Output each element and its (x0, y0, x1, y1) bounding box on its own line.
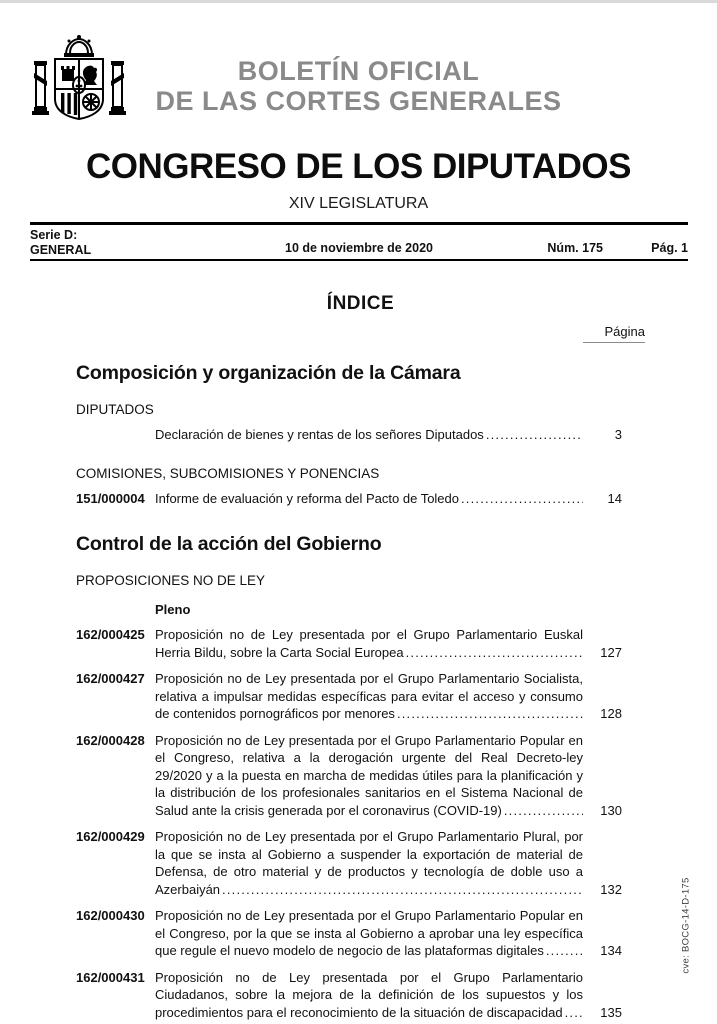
group-label: COMISIONES, SUBCOMISIONES Y PONENCIAS (76, 465, 380, 481)
entry-number: 151/000004 (76, 490, 145, 506)
issue-number: Núm. 175 (547, 241, 603, 255)
entry-text: Proposición no de Ley presentada por el Grupo Parlamentario Socialista, relativa a impulsar medidas específicas para evitar el acceso y consumo de contenidos pornográficos por menores (155, 671, 583, 721)
legislature-subtitle: XIV LEGISLATURA (288, 195, 429, 212)
group-label: PROPOSICIONES NO DE LEY (76, 573, 266, 588)
entry-page-number: 127 (600, 644, 622, 660)
entry-page-number: 132 (600, 881, 622, 897)
toc-entry (76, 426, 645, 444)
group-label: DIPUTADOS (76, 402, 154, 417)
cve-identifier: cve: BOCG-14-D-175 (680, 877, 692, 974)
masthead-line-2: DE LAS CORTES GENERALES (155, 86, 562, 116)
entry-page-number: 134 (600, 943, 622, 958)
toc-entry (76, 828, 645, 898)
serie-type: GENERAL (30, 243, 92, 257)
page-column-header: Página (583, 324, 645, 343)
entry-number: 162/000428 (76, 732, 145, 748)
document-title: CONGRESO DE LOS DIPUTADOS (86, 147, 631, 186)
toc-entry (76, 907, 645, 960)
entry-text: Proposición no de Ley presentada por el Grupo Parlamentario Ciudadanos, sobre la mejora de la definición de los supuestos y los procedimientos para el reconocimiento de la situación de discapacidad (155, 969, 583, 1020)
toc-entry (76, 670, 645, 723)
entry-text: Proposición no de Ley presentada por el Grupo Parlamentario Popular en el Congreso, relativa a la derogación urgente del Real Decreto-ley 29/2020 y a la puesta en marcha de medidas útiles para la planificación y la distribución de los profesionales sanitarios en el Sistema Nacional de Salud ante la crisis generada por el coronavirus (COVID-19) (155, 732, 583, 818)
masthead-line-1: BOLETÍN OFICIAL (237, 56, 480, 86)
entry-page-number: 128 (600, 706, 622, 721)
entry-text: Proposición no de Ley presentada por el Grupo Parlamentario Euskal Herria Bildu, sobre la Carta Social Europea (155, 627, 583, 660)
entry-text: Proposición no de Ley presentada por el Grupo Parlamentario Plural, por la que se insta al Gobierno a suspender la exportación de material de Defensa, de otro material y de productos y tecnología de doble uso a Azerbaiyán (155, 829, 583, 897)
section-heading: Control de la acción del Gobierno (76, 533, 382, 555)
entry-number: 162/000430 (76, 908, 145, 923)
entry-number: 162/000431 (76, 969, 145, 985)
entry-number: 162/000429 (76, 829, 145, 844)
issue-info-bar (30, 222, 688, 261)
entry-page-number: 3 (614, 427, 622, 442)
entry-number: 162/000427 (76, 671, 145, 686)
entry-page-number: 135 (600, 1004, 622, 1020)
toc-entry (76, 732, 645, 820)
toc-entry (76, 969, 645, 1022)
issue-page: Pág. 1 (651, 241, 688, 255)
toc-content (76, 293, 645, 1021)
serie-label: Serie D: (30, 228, 78, 242)
entry-page-number: 130 (600, 802, 622, 818)
section-heading: Composición y organización de la Cámara (76, 362, 461, 384)
toc-entry (76, 490, 645, 508)
group-sublabel: Pleno (155, 602, 191, 617)
entry-text: Proposición no de Ley presentada por el Grupo Parlamentario Popular en el Congreso, por la que se insta al Gobierno a aprobar una ley específica que regule el nuevo modelo de negocio de las plataformas digitales (155, 908, 583, 958)
toc-entry (76, 626, 645, 661)
entry-page-number: 14 (607, 490, 622, 506)
masthead (0, 3, 717, 133)
entry-text: Informe de evaluación y reforma del Pacto de Toledo (155, 490, 459, 506)
issue-date: 10 de noviembre de 2020 (285, 241, 433, 255)
entry-text: Declaración de bienes y rentas de los señores Diputados (155, 427, 484, 442)
index-title: ÍNDICE (326, 293, 395, 314)
entry-number: 162/000425 (76, 627, 145, 642)
